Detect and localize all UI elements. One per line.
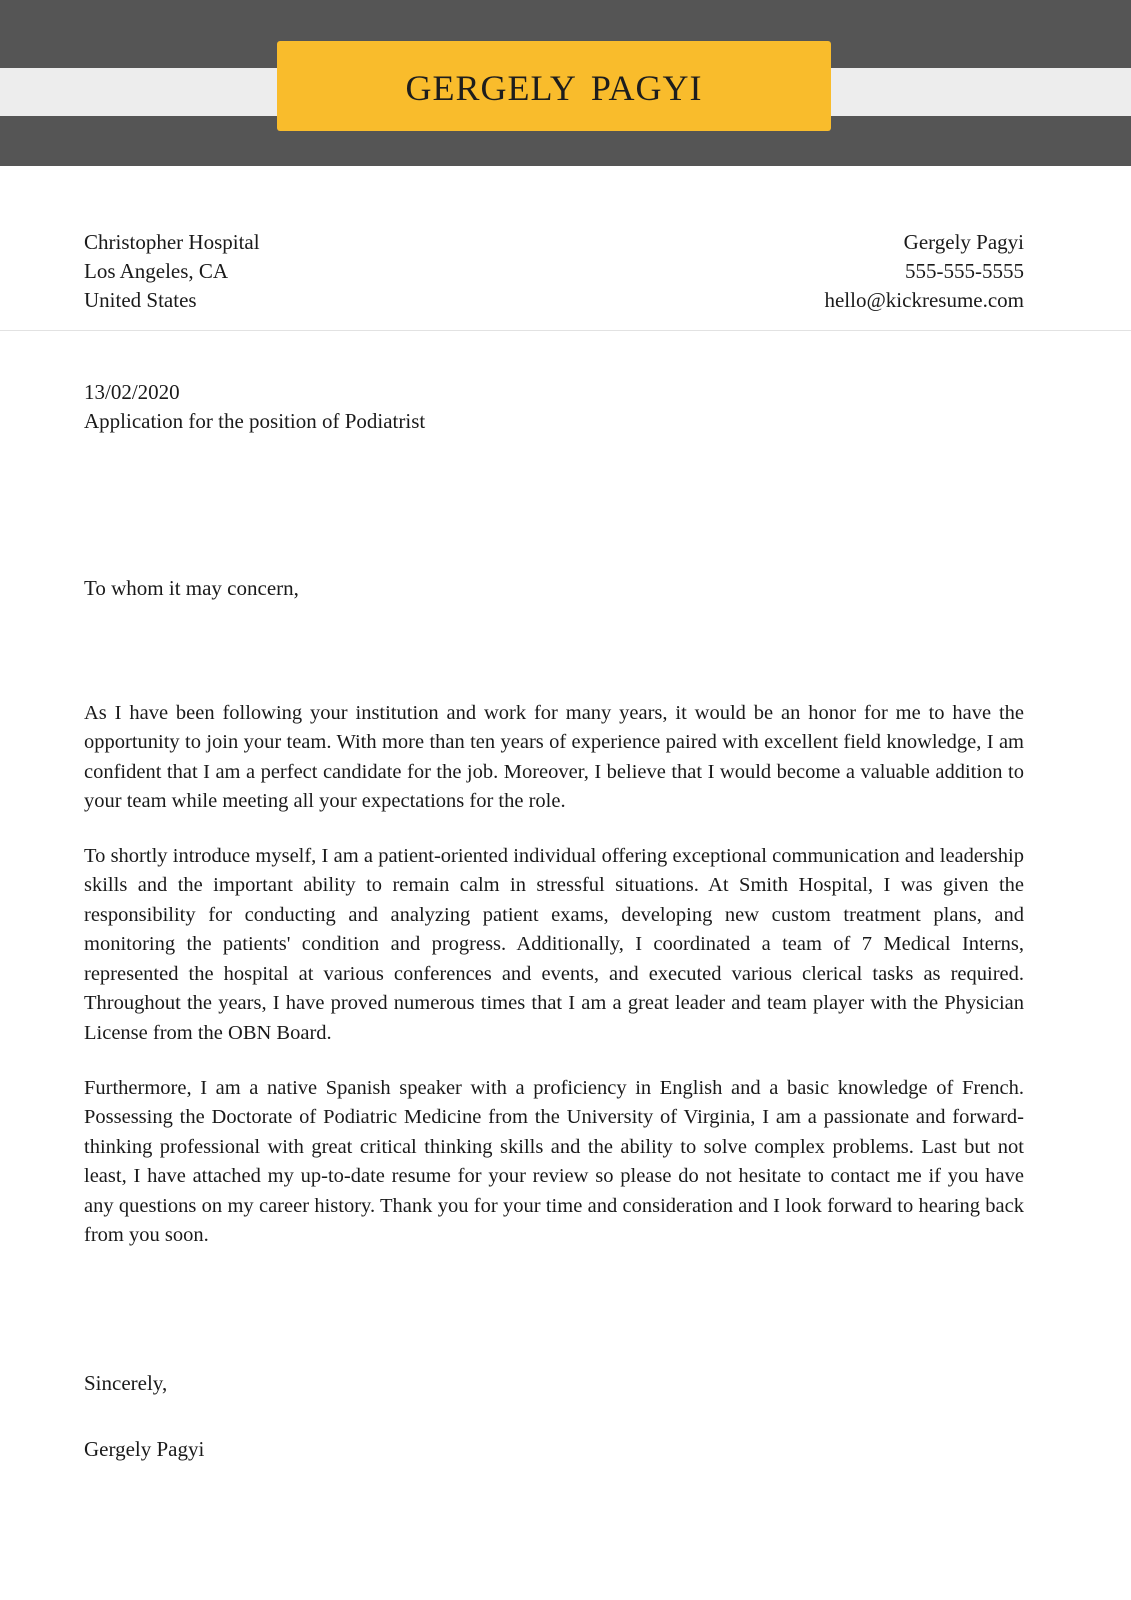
letter-paragraph-1: As I have been following your institution and work for many years, it would be an honor for me to have the opportunity to join your team. With more than ten years of experience paired with excellent field knowledge, I am confident that I am a perfect candidate for the job. Moreover, I believe that I would become a valuable addition to your team while meeting all your expectations for the role.: [84, 701, 1024, 813]
letter-date: 13/02/2020: [84, 379, 180, 404]
document-header: [0, 0, 1131, 166]
letter-subject: Application for the position of Podiatrist: [84, 408, 426, 433]
recipient-city-state: Los Angeles, CA: [84, 258, 229, 283]
recipient-country: United States: [84, 287, 197, 312]
sender-phone: 555-555-5555: [905, 258, 1024, 283]
sender-email: hello@kickresume.com: [824, 287, 1024, 312]
sender-name: Gergely Pagyi: [903, 230, 1024, 254]
recipient-organization: Christopher Hospital: [84, 230, 260, 254]
sender-contact-block: [824, 228, 1024, 315]
letter-signature-name: Gergely Pagyi: [84, 1436, 205, 1461]
letter-signoff: [0, 1251, 1131, 1462]
letter-paragraph-2: To shortly introduce myself, I am a patient-oriented individual offering exceptional communication and leadership skills and the important ability to remain calm in stressful situations. At Smith Hospital, I was given the responsibility for conducting and analyzing patient exams, developing new custom treatment plans, and monitoring the patients' condition and progress. Additionally, I coordinated a team of 7 Medical Interns, represented the hospital at various conferences and events, and executed various clerical tasks as required. Throughout the years, I have proved numerous times that I am a great leader and team player with the Physician License from the OBN Board.: [84, 844, 1024, 1044]
letter-paragraph-3: Furthermore, I am a native Spanish speaker with a proficiency in English and a basic knowledge of French. Possessing the Doctorate of Podiatric Medicine from the University of Virginia, I am a passionate and forward-thinking professional with great critical thinking skills and the ability to solve complex problems. Last but not least, I have attached my up-to-date resume for your review so please do not hesitate to contact me if you have any questions on my career history. Thank you for your time and consideration and I look forward to hearing back from you soon.: [84, 1076, 1024, 1247]
letter-closing: Sincerely,: [84, 1370, 168, 1395]
name-banner: [277, 41, 831, 131]
header-divider: [0, 330, 1131, 331]
letter-body: [0, 601, 1131, 1251]
applicant-name-heading: gergely pagyi: [405, 55, 703, 112]
letter-salutation: To whom it may concern,: [84, 575, 299, 600]
recipient-address-block: [84, 228, 260, 315]
contact-section: [0, 166, 1131, 315]
letter-meta: [0, 315, 1131, 436]
